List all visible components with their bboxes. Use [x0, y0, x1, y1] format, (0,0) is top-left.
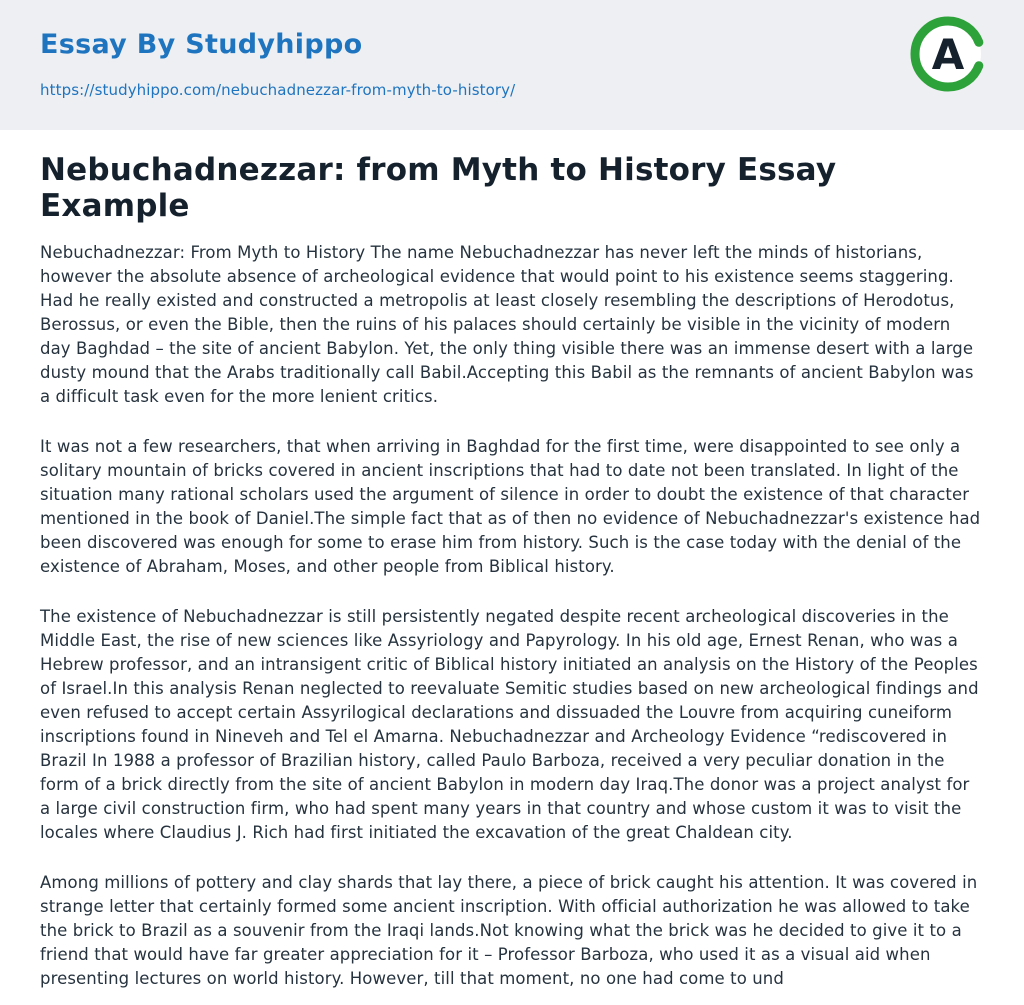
article-paragraph: It was not a few researchers, that when arriving in Baghdad for the first time, were disappointed to see only a solitary mountain of bricks covered in ancient inscriptions that had to date not been translated. In light of the situation many rational scholars used the argument of silence in order to doubt the existence of that character mentioned in the book of Daniel.The simple fact that as of then no evidence of Nebuchadnezzar's existence had been discovered was enough for some to erase him from history. Such is the case today with the denial of the existence of Abraham, Moses, and other people from Biblical history.: [40, 436, 981, 576]
source-url-link[interactable]: https://studyhippo.com/nebuchadnezzar-from-myth-to-history/: [40, 80, 516, 99]
article-paragraph: Nebuchadnezzar: From Myth to History The name Nebuchadnezzar has never left the minds of historians, however the absolute absence of archeological evidence that would point to his existence seems staggering. Had he really existed and constructed a metropolis at least closely resembling the descriptions of Herodotus, Berossus, or even the Bible, then the ruins of his palaces should certainly be visible in the vicinity of modern day Baghdad – the site of ancient Babylon. Yet, the only thing visible there was an immense desert with a large dusty mound that the Arabs traditionally call Babil.Accepting this Babil as the remnants of ancient Babylon was a difficult task even for the more lenient critics.: [40, 242, 974, 406]
logo-letter: A: [931, 30, 965, 79]
article-body: [40, 241, 984, 991]
article-paragraph: The existence of Nebuchadnezzar is still persistently negated despite recent archeological discoveries in the Middle East, the rise of new sciences like Assyriology and Papyrology. In his old age, Ernest Renan, who was a Hebrew professor, and an intransigent critic of Biblical history initiated an analysis on the History of the Peoples of Israel.In this analysis Renan neglected to reevaluate Semitic studies based on new archeological findings and even refused to accept certain Assyrilogical declarations and dissuaded the Louvre from acquiring cuneiform inscriptions found in Nineveh and Tel el Amarna. Nebuchadnezzar and Archeology Evidence “rediscovered in Brazil In 1988 a professor of Brazilian history, called Paulo Barboza, received a very peculiar donation in the form of a brick directly from the site of ancient Babylon in modern day Iraq.The donor was a project analyst for a large civil construction firm, who had spent many years in that country and whose custom it was to visit the locales where Claudius J. Rich had first initiated the excavation of the great Chaldean city.: [40, 606, 979, 842]
page-header: [0, 0, 1024, 130]
site-title: Essay By Studyhippo: [40, 29, 363, 60]
studyhippo-logo: [910, 16, 986, 92]
article-title: Nebuchadnezzar: from Myth to History Essay Example: [40, 152, 837, 225]
article-paragraph: Among millions of pottery and clay shards that lay there, a piece of brick caught his attention. It was covered in strange letter that certainly formed some ancient inscription. With official authorization he was allowed to take the brick to Brazil as a souvenir from the Iraqi lands.Not knowing what the brick was he decided to give it to a friend that would have far greater appreciation for it – Professor Barboza, who used it as a visual aid when presenting lectures on world history. However, till that moment, no one had come to und: [40, 872, 978, 988]
logo-ring-icon: [910, 16, 986, 92]
article: [0, 130, 1024, 991]
